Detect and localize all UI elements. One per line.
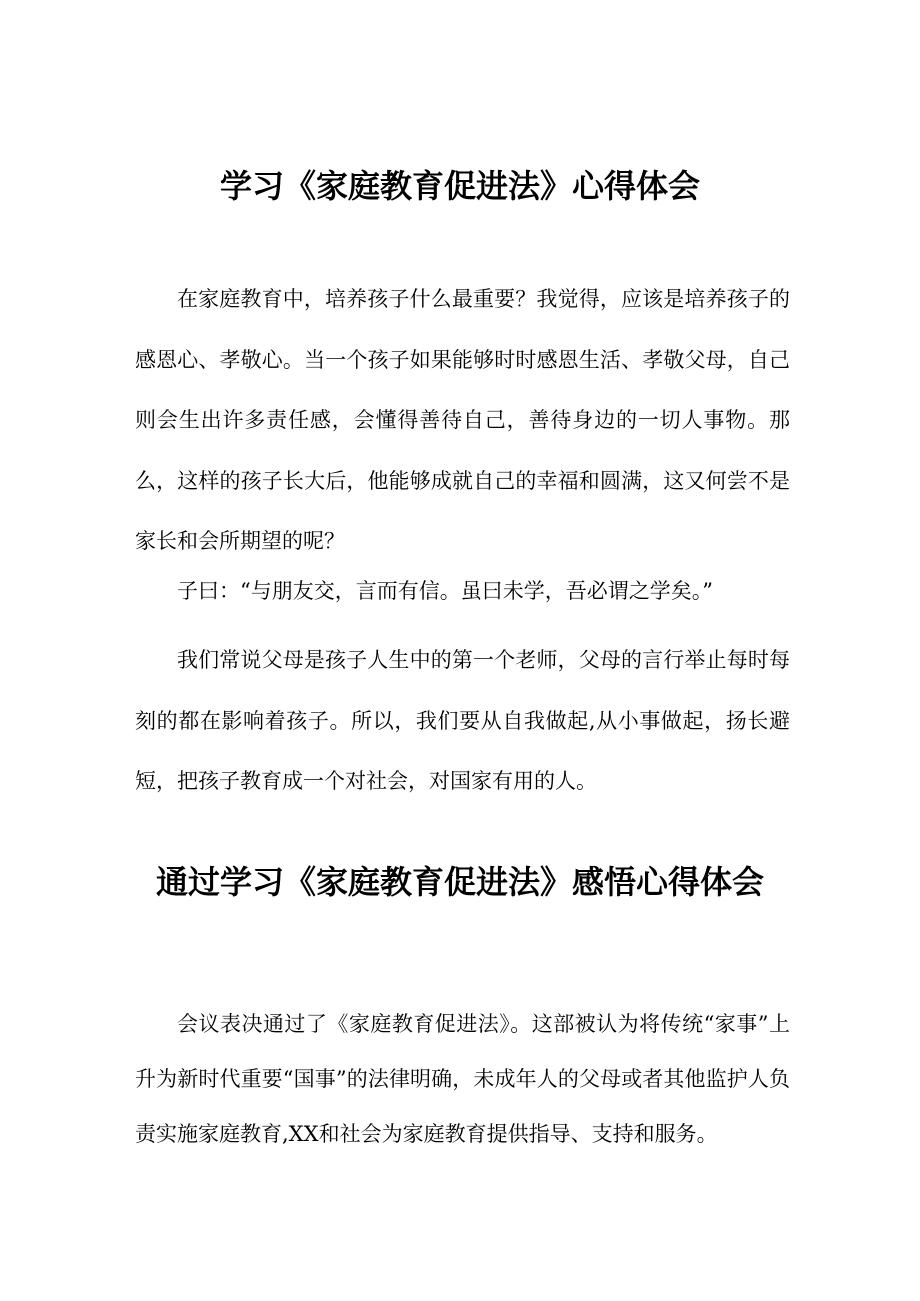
section-1-title: 学习《家庭教育促进法》心得体会 — [219, 167, 700, 205]
section-1-paragraph-1: 在家庭教育中，培养孩子什么最重要？我觉得，应该是培养孩子的感恩心、孝敬心。当一个孩子如果能够时时感恩生活、孝敬父母，自己则会生出许多责任感，会懂得善待自己，善待身边的一切人事物。那么，这样的孩子长大后，他能够成就自己的幸福和圆满，这又何尝不是家长和会所期望的呢？ — [135, 287, 790, 553]
section-2-title: 通过学习《家庭教育促进法》感悟心得体会 — [155, 863, 764, 901]
section-1-paragraph-3: 我们常说父母是孩子人生中的第一个老师，父母的言行举止每时每刻的都在影响着孩子。所以，我们要从自我做起,从小事做起，扬长避短，把孩子教育成一个对社会，对国家有用的人。 — [135, 648, 790, 793]
section-2-paragraph-1: 会议表决通过了《家庭教育促进法》。这部被认为将传统“家事”上升为新时代重要“国事”的法律明确，未成年人的父母或者其他监护人负责实施家庭教育,XX和社会为家庭教育提供指导、支持和服务。 — [135, 1012, 790, 1146]
section-1-paragraph-2: 子曰：“与朋友交，言而有信。虽曰未学，吾必谓之学矣。” — [177, 579, 713, 603]
